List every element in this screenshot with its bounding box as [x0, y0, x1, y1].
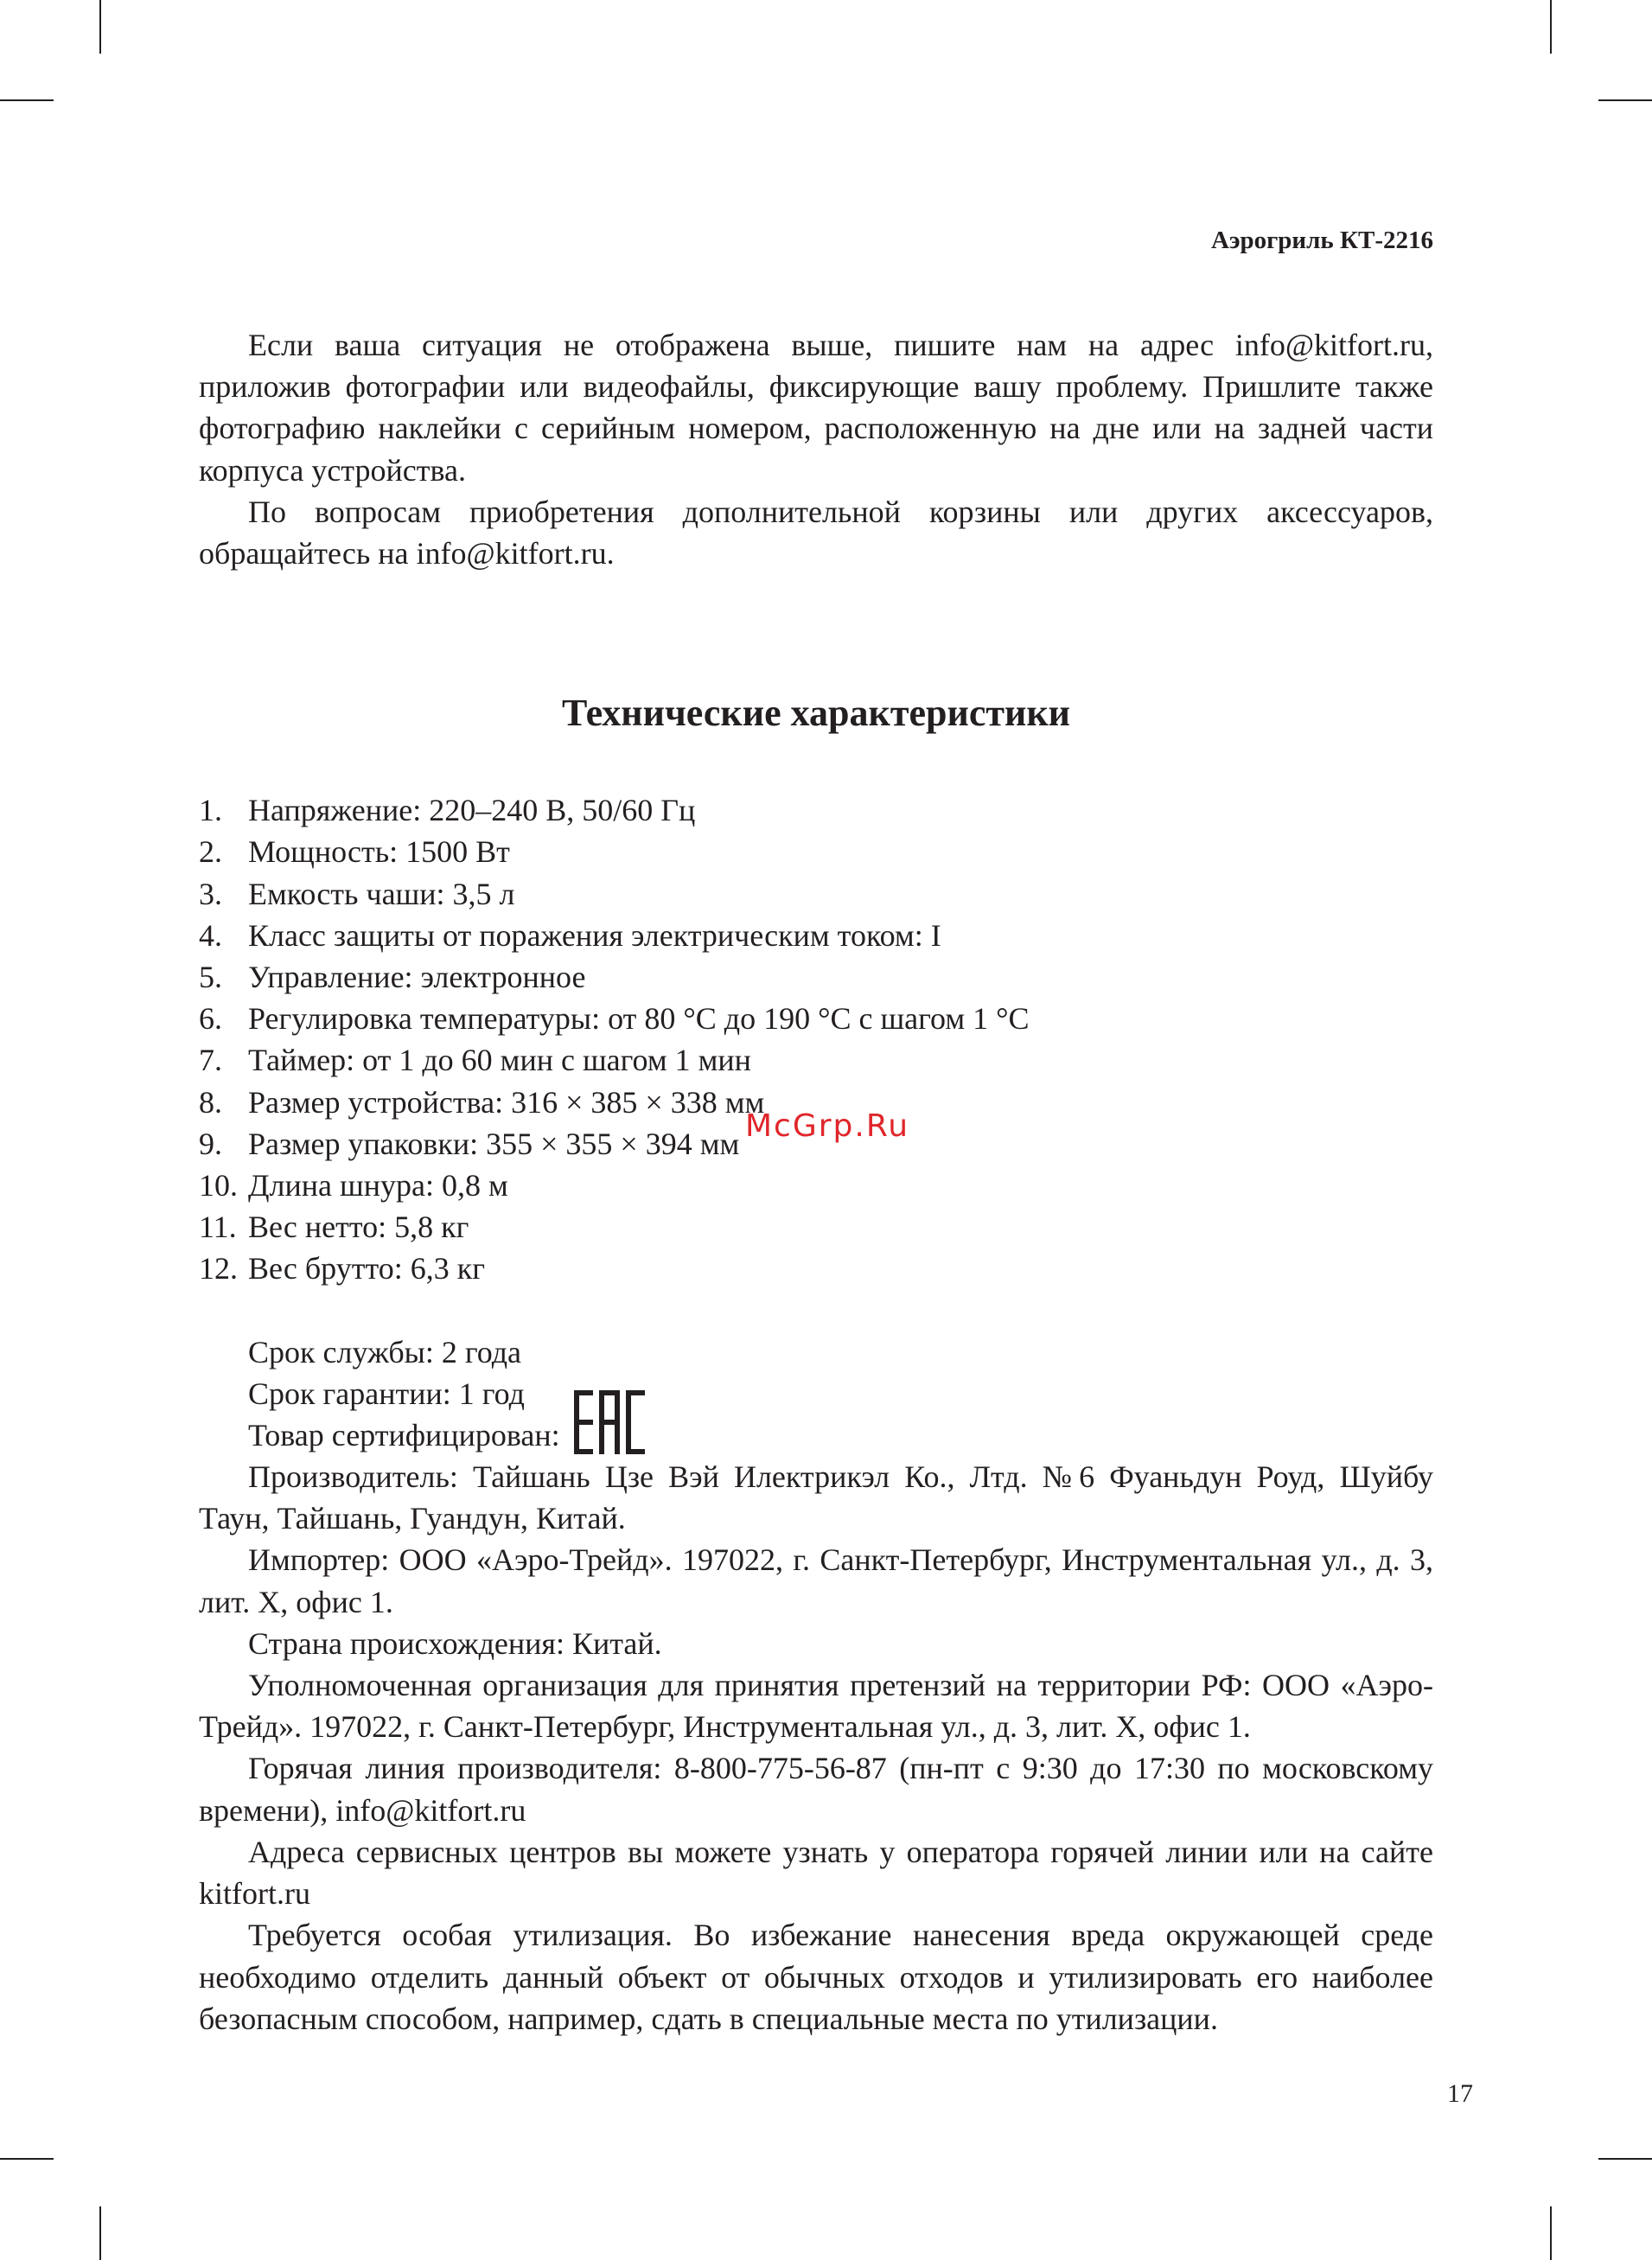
spec-item: 3. Емкость чаши: 3,5 л [199, 876, 515, 911]
service-centers: Адреса сервисных центров вы можете узнать у оператора горячей линии или на сайте kitfort.ru [199, 1834, 1433, 1912]
spec-item: 10. Длина шнура: 0,8 м [199, 1168, 508, 1203]
page-content [199, 324, 1433, 2040]
spec-item: 7. Таймер: от 1 до 60 мин с шагом 1 мин [199, 1043, 751, 1078]
spec-item: 11. Вес нетто: 5,8 кг [199, 1210, 469, 1245]
spec-item: 4. Класс защиты от поражения электрическим током: I [199, 917, 941, 953]
specs-list [199, 789, 1433, 1289]
crop-mark [1598, 99, 1652, 101]
service-life: Срок службы: 2 года [248, 1334, 522, 1369]
country-of-origin: Страна происхождения: Китай. [248, 1625, 662, 1661]
page-number: 17 [1447, 2079, 1473, 2108]
watermark: McGrp.Ru [745, 1108, 910, 1144]
warranty: Срок гарантии: 1 год [248, 1376, 525, 1411]
intro-paragraph: Если ваша ситуация не отображена выше, пишите нам на адрес info@kitfort.ru, приложив фотографии или видеофайлы, фиксирующие вашу проблему. Пришлите также фотографию наклейки с серийным номером, расположенную на дне или на задней части корпуса устройства. [199, 328, 1433, 488]
authorized-organization: Уполномоченная организация для принятия претензий на территории РФ: ООО «Аэро-Трейд». 197022, г. Санкт-Петербург, Инструментальная ул., д. 3, лит. Х, офис 1. [199, 1668, 1433, 1745]
spec-item: 9. Размер упаковки: 355 × 355 × 394 мм [199, 1126, 740, 1161]
crop-mark [1598, 2158, 1652, 2160]
crop-mark [99, 2206, 101, 2260]
spec-item: 8. Размер устройства: 316 × 385 × 338 мм [199, 1084, 765, 1120]
crop-mark [0, 99, 54, 101]
crop-mark [1550, 0, 1552, 54]
manufacturer: Производитель: Тайшань Цзе Вэй Илектрикэл Ко., Лтд. №6 Фуаньдун Роуд, Шуйбу Таун, Тайшань, Гуандун, Китай. [199, 1459, 1433, 1536]
certified-label: Товар сертифицирован: [248, 1417, 560, 1452]
intro-paragraph: По вопросам приобретения дополнительной корзины или других аксессуаров, обращайтесь на info@kitfort.ru. [199, 494, 1433, 571]
importer: Импортер: ООО «Аэро-Трейд». 197022, г. Санкт-Петербург, Инструментальная ул., д. 3, лит. Х, офис 1. [199, 1542, 1433, 1619]
running-header: Аэрогриль КТ-2216 [1211, 227, 1433, 254]
disposal-notice: Требуется особая утилизация. Во избежание нанесения вреда окружающей среде необходимо отделить данный объект от обычных отходов и утилизировать его наиболее безопасным способом, например, сдать в специальные места по утилизации. [199, 1918, 1433, 2036]
certification-row [199, 1414, 1433, 1456]
crop-mark [1550, 2206, 1552, 2260]
eac-mark-icon [572, 1389, 647, 1456]
spec-item: 1. Напряжение: 220–240 В, 50/60 Гц [199, 793, 696, 828]
section-title: Технические характеристики [561, 692, 1071, 735]
crop-mark [0, 2158, 54, 2160]
hotline: Горячая линия производителя: 8-800-775-56-87 (пн-пт с 9:30 до 17:30 по московскому времени), info@kitfort.ru [199, 1751, 1433, 1828]
spec-item: 5. Управление: электронное [199, 960, 586, 995]
spec-item: 12. Вес брутто: 6,3 кг [199, 1251, 485, 1286]
crop-mark [99, 0, 101, 54]
spec-item: 2. Мощность: 1500 Вт [199, 834, 510, 870]
spec-item: 6. Регулировка температуры: от 80 °C до 190 °C с шагом 1 °C [199, 1001, 1030, 1037]
